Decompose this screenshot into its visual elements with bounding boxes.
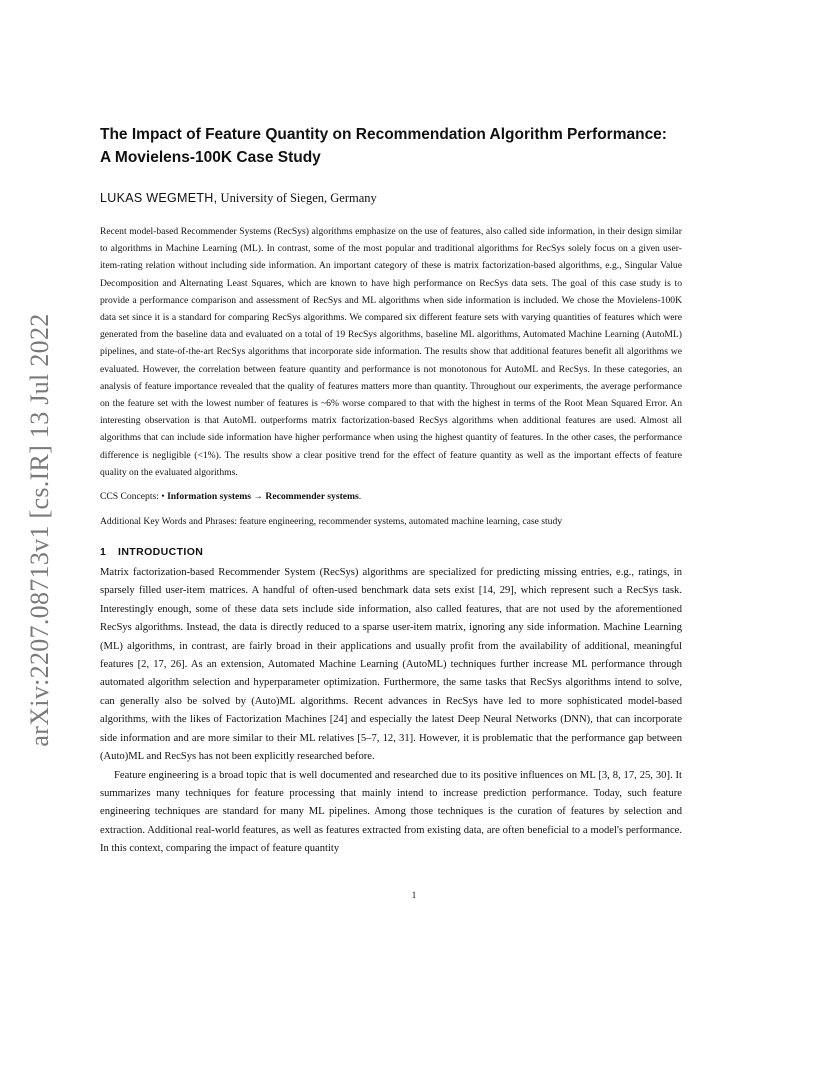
keywords: Additional Key Words and Phrases: feature engineering, recommender systems, automated machine learning, case study <box>100 516 563 528</box>
arxiv-sidebar <box>20 300 60 760</box>
ccs-label: CCS Concepts: • <box>100 491 168 503</box>
ccs-arrow: → <box>251 491 266 503</box>
arxiv-identifier: arXiv:2207.08713v1 [cs.IR] 13 Jul 2022 <box>25 313 54 747</box>
author-line <box>100 191 682 206</box>
section-number: 1 <box>100 546 107 559</box>
paper-content <box>100 123 682 859</box>
author-name: LUKAS WEGMETH, <box>100 191 218 205</box>
author-affiliation: University of Siegen, Germany <box>217 191 377 205</box>
section-heading <box>100 546 682 558</box>
ccs-concepts <box>100 489 682 505</box>
ccs-subconcept: Recommender systems <box>265 491 359 503</box>
paper-title <box>100 123 682 169</box>
page-number: 1 <box>411 890 417 900</box>
paragraph: Feature engineering is a broad topic that is well documented and researched due to its positive influences on ML [3, 8, 17, 25, 30]. It summarizes many techniques for feature processing that mainly intend to increase prediction performance. Today, such feature engineering techniques are standard for many ML pipelines. Among those techniques is the curation of features by selection and extraction. Additional real-world features, as well as features extracted from existing data, are often beneficial to a model's performance. In this context, comparing the impact of feature quantity <box>100 769 682 855</box>
title-line-1: The Impact of Feature Quantity on Recommendation Algorithm Performance: <box>100 126 667 143</box>
title-line-2: A Movielens-100K Case Study <box>100 149 321 166</box>
ccs-end: . <box>358 491 362 503</box>
ccs-concept: Information systems <box>167 491 252 503</box>
introduction-body <box>100 564 682 859</box>
paragraph: Matrix factorization-based Recommender System (RecSys) algorithms are specialized for predicting missing entries, e.g., ratings, in sparsely filled user-item matrices. A handful of often-used benchmark data sets exist [14, 29], which represent such a RecSys task. Interestingly enough, some of these data sets include side information, also called features, that are not used by the aforementioned RecSys algorithms. Instead, the data is directly reduced to a sparse user-item matrix, ignoring any side information. Machine Learning (ML) algorithms, in contrast, are fairly broad in their applications and usually profit from the availability of additional, meaningful features [2, 17, 26]. As an extension, Automated Machine Learning (AutoML) techniques further increase ML performance through automated algorithm selection and hyperparameter optimization. Furthermore, the same tasks that RecSys algorithms intend to solve, can generally also be solved by (Auto)ML algorithms. Recent advances in RecSys have led to more sophisticated model-based algorithms, with the likes of Factorization Machines [24] and especially the latest Deep Neural Networks (DNN), that can incorporate side information and are more similar to their ML relatives [5–7, 12, 31]. However, it is problematic that the performance gap between (Auto)ML and RecSys has not been explicitly researched before. <box>100 567 682 763</box>
section-title: INTRODUCTION <box>118 546 204 559</box>
abstract: Recent model-based Recommender Systems (RecSys) algorithms emphasize on the use of features, also called side information, in their design similar to algorithms in Machine Learning (ML). In contrast, some of the most popular and traditional algorithms for RecSys solely focus on a given user-item-rating relation without including side information. An important category of these is matrix factorization-based algorithms, e.g., Singular Value Decomposition and Alternating Least Squares, which are known to have high performance on RecSys data sets. The goal of this case study is to provide a performance comparison and assessment of RecSys and ML algorithms when side information is included. We chose the Movielens-100K data set since it is a standard for comparing RecSys algorithms. We compared six different feature sets with varying quantities of features which were generated from the baseline data and evaluated on a total of 19 RecSys algorithms, baseline ML algorithms, Automated Machine Learning (AutoML) pipelines, and state-of-the-art RecSys algorithms that incorporate side information. The results show that additional features benefit all algorithms we evaluated. However, the correlation between feature quantity and performance is not monotonous for AutoML and RecSys. In these categories, an analysis of feature importance revealed that the quality of features matters more than quantity. Throughout our experiments, the average performance on the feature set with the lowest number of features is ~6% worse compared to that with the highest in terms of the Root Mean Squared Error. An interesting observation is that AutoML outperforms matrix factorization-based RecSys algorithms when additional features are used. Almost all algorithms that can include side information have higher performance when using the highest quantity of features. In the other cases, the performance difference is negligible (<1%). The results show a clear positive trend for the effect of feature quantity as well as the important effects of feature quality on the evaluated algorithms. <box>100 226 682 478</box>
